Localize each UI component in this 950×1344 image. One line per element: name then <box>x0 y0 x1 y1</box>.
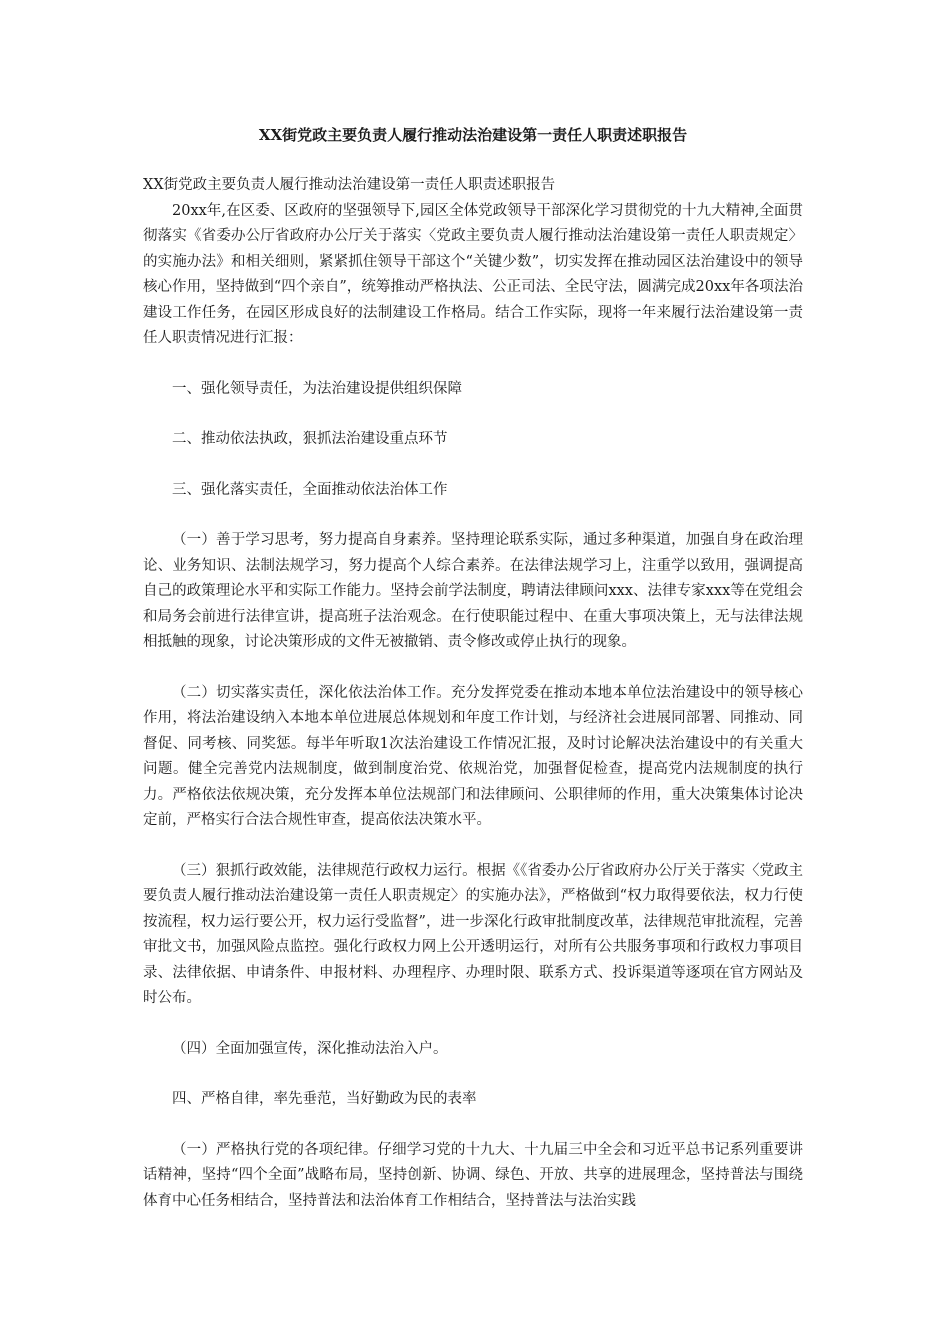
document-title: XX街党政主要负责人履行推动法治建设第一责任人职责述职报告 <box>258 126 688 144</box>
document-subtitle: XX街党政主要负责人履行推动法治建设第一责任人职责述职报告 <box>143 177 556 193</box>
section-heading-1: 一、强化领导责任，为法治建设提供组织保障 <box>172 380 462 397</box>
paragraph-3-4: （四）全面加强宣传，深化推动法治入户。 <box>172 1040 448 1057</box>
section-heading-3: 三、强化落实责任，全面推动依法治体工作 <box>172 481 448 498</box>
paragraph-3-3: （三）狠抓行政效能，法律规范行政权力运行。根据《《省委办公厅省政府办公厅关于落实〈党政主要负责人履行推动法治建设第一责任人职责规定〉的实施办法》，严格做到“权力取得要依法，权力行使按流程，权力运行要公开，权力运行受监督”，进一步深化行政审批制度改革，法律规范审批流程，完善审批文书，加强风险点监控。强化行政权力网上公开透明运行，对所有公共服务事项和行政权力事项目录、法律依据、申请条件、申报材料、办理程序、办理时限、联系方式、投诉渠道等逐项在官方网站及时公布。 <box>143 862 803 1006</box>
paragraph-4-1: （一）严格执行党的各项纪律。仔细学习党的十九大、十九届三中全会和习近平总书记系列重要讲话精神，坚持“四个全面”战略布局，坚持创新、协调、绿色、开放、共享的进展理念，坚持普法与围绕体育中心任务相结合，坚持普法和法治体育工作相结合，坚持普法与法治实践 <box>143 1141 803 1209</box>
document-page <box>143 122 803 1214</box>
paragraph-3-2: （二）切实落实责任，深化依法治体工作。充分发挥党委在推动本地本单位法治建设中的领导核心作用，将法治建设纳入本地本单位进展总体规划和年度工作计划，与经济社会进展同部署、同推动、同督促、同考核、同奖惩。每半年听取1次法治建设工作情况汇报，及时讨论解决法治建设中的有关重大问题。健全完善党内法规制度，做到制度治党、依规治党，加强督促检查，提高党内法规制度的执行力。严格依法依规决策，充分发挥本单位法规部门和法律顾问、公职律师的作用，重大决策集体讨论决定前，严格实行合法合规性审查，提高依法决策水平。 <box>143 684 803 828</box>
intro-paragraph: 20xx年,在区委、区政府的坚强领导下,园区全体党政领导干部深化学习贯彻党的十九大精神,全面贯彻落实《省委办公厅省政府办公厅关于落实〈党政主要负责人履行推动法治建设第一责任人职责规定〉的实施办法》和相关细则，紧紧抓住领导干部这个“关键少数”，切实发挥在推动园区法治建设中的领导核心作用，坚持做到“四个亲自”，统筹推动严格执法、公正司法、全民守法，圆满完成20xx年各项法治建设工作任务，在园区形成良好的法制建设工作格局。结合工作实际，现将一年来履行法治建设第一责任人职责情况进行汇报： <box>143 202 803 346</box>
section-heading-4: 四、严格自律，率先垂范，当好勤政为民的表率 <box>172 1091 477 1107</box>
document-body <box>143 173 803 1214</box>
paragraph-3-1: （一）善于学习思考，努力提高自身素养。坚持理论联系实际，通过多种渠道，加强自身在政治理论、业务知识、法制法规学习，努力提高个人综合素养。在法律法规学习上，注重学以致用，强调提高自己的政策理论水平和实际工作能力。坚持会前学法制度，聘请法律顾问xxx、法律专家xxx等在党组会和局务会前进行法律宣讲，提高班子法治观念。在行使职能过程中、在重大事项决策上，无与法律法规相抵触的现象，讨论决策形成的文件无被撤销、责令修改或停止执行的现象。 <box>143 532 803 650</box>
section-heading-2: 二、推动依法执政，狠抓法治建设重点环节 <box>172 431 448 447</box>
